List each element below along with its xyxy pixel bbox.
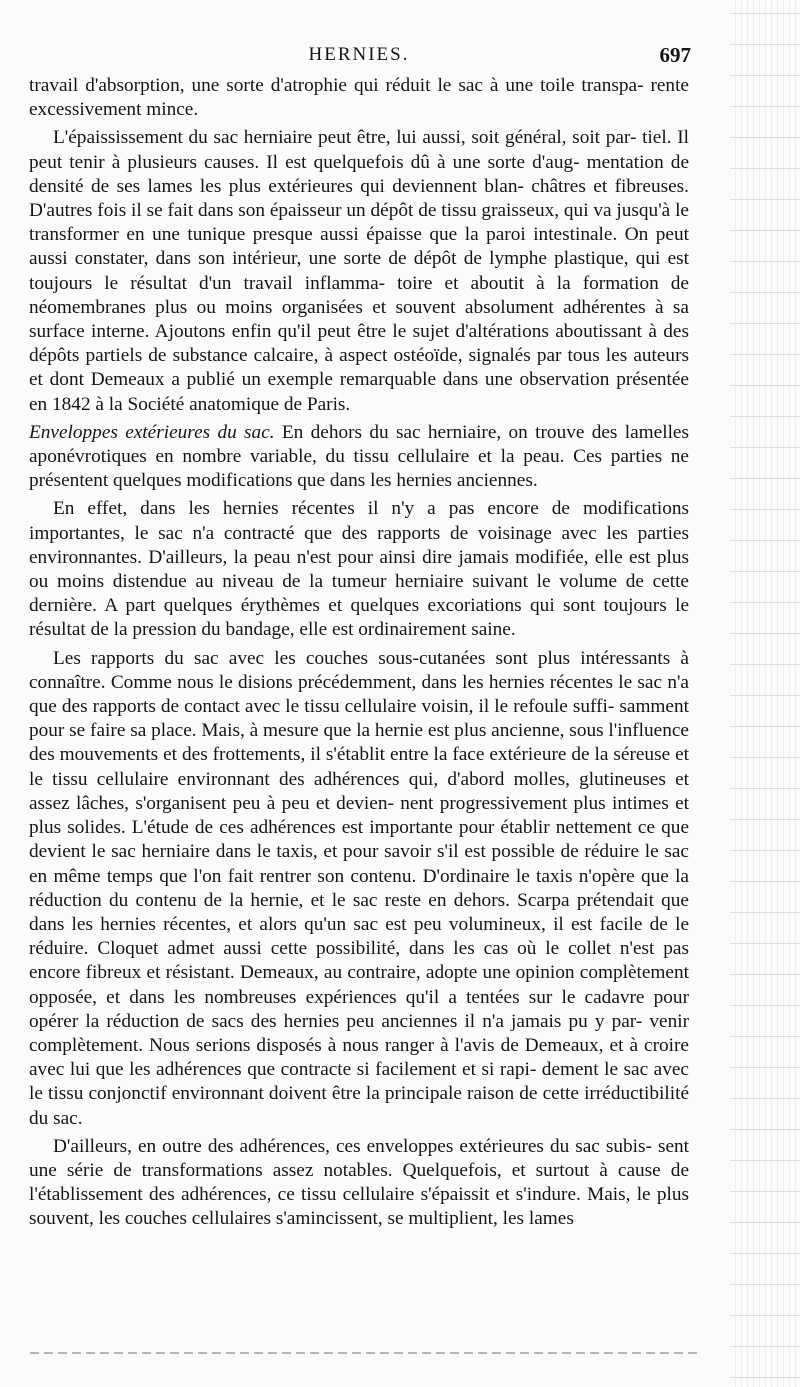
paragraph <box>29 497 689 642</box>
paragraph-text: En effet, dans les hernies récentes il n'y a pas encore de modifications importantes, le sac n'a contracté que des rapports de voisinage avec les parties environnantes. D'ailleurs, la peau n'est pour ainsi dire jamais modifiée, elle est plus ou moins distendue au niveau de la tumeur herniaire suivant le volume de cette dernière. A part quelques érythèmes et quelques excoriations qui sont toujours le résultat de la pression du bandage, elle est ordinairement saine. <box>29 498 689 641</box>
paragraph <box>29 647 689 1131</box>
scan-bottom-noise <box>30 1352 700 1354</box>
paragraph-text: travail d'absorption, une sorte d'atrophie qui réduit le sac à une toile transpa- rente excessivement mince. <box>29 75 689 121</box>
running-header <box>29 44 689 74</box>
page-number: 697 <box>659 43 691 67</box>
paragraph <box>29 126 689 416</box>
paragraph <box>29 421 689 494</box>
paragraph-text: Les rapports du sac avec les couches sous-cutanées sont plus intéressants à connaître. Comme nous le disions précédemment, dans les hernies récentes le sac n'a que des rapports de contact avec le tissu cellulaire voisin, il le refoule suffi- samment pour se faire sa place. Mais, à mesure que la hernie est plus ancienne, sous l'influence des mouvements et des frottements, il s'établit entre la face extérieure de la séreuse et le tissu cellulaire environnant des adhérences qui, d'abord molles, glutineuses et assez lâches, s'organisent peu à peu et devien- nent progressivement plus intimes et plus solides. L'étude de ces adhérences est importante pour établir nettement ce que devient le sac herniaire dans le taxis, et pour savoir s'il est possible de réduire le sac en même temps que l'on fait rentrer son contenu. D'ordinaire le taxis n'opère que la réduction du contenu de la hernie, et le sac reste en dehors. Scarpa prétendait que dans les hernies récentes, et alors qu'un sac est peu volumineux, il est facile de le réduire. Cloquet admet aussi cette possibilité, dans les cas où le collet n'est pas encore fibreux et résistant. Demeaux, au contraire, adopte une opinion complètement opposée, et dans les nombreuses expériences qu'il a tentées sur le cadavre pour opérer la réduction de sacs des hernies peu anciennes il n'a jamais pu y par- venir complètement. Nous serions disposés à nous ranger à l'avis de Demeaux, et à croire avec lui que les adhérences que contracte si facilement et si rapi- dement le sac avec le tissu conjonctif environnant doivent être la principale raison de cette irréductibilité du sac. <box>29 647 689 1129</box>
paragraph-text: L'épaississement du sac herniaire peut être, lui aussi, soit général, soit par- tiel. Il peut tenir à plusieurs causes. Il est quelquefois dû à une sorte d'aug- mentation de densité de ses lames les plus extérieures qui deviennent blan- châtres et fibreuses. D'autres fois il se fait dans son épaisseur un dépôt de tissu graisseux, qui va jusqu'à le transformer en une tunique presque aussi épaisse que la paroi intestinale. On peut aussi constater, dans son intérieur, une sorte de dépôt de lymphe plastique, qui est toujours le résultat d'un travail inflamma- toire et aboutit à la formation de néomembranes plus ou moins organisées et souvent absolument adhérentes à sa surface interne. Ajoutons enfin qu'il peut être le sujet d'altérations aboutissant à des dépôts partiels de substance calcaire, à aspect ostéoïde, signalés par tous les auteurs et dont Demeaux a publié un exemple remarquable dans une observation présentée en 1842 à la Société anatomique de Paris. <box>29 127 689 415</box>
paragraph-text: D'ailleurs, en outre des adhérences, ces enveloppes extérieures du sac subis- sent une série de transformations assez notables. Quelquefois, et surtout à cause de l'établissement des adhérences, ce tissu cellulaire s'épaissit et s'indure. Mais, le plus souvent, les couches cellulaires s'amincissent, se multiplient, les lames <box>29 1135 689 1230</box>
paragraph-text: En dehors du sac herniaire, on trouve des lamelles aponévrotiques en nombre variable, du tissu cellulaire et la peau. Ces parties ne présentent quelques modifications que dans les hernies anciennes. <box>29 421 689 492</box>
running-title: HERNIES. <box>308 44 410 65</box>
paragraph <box>29 74 689 122</box>
scan-margin-noise <box>730 0 800 1387</box>
document-page <box>29 44 689 1232</box>
section-heading: Enveloppes extérieures du sac. <box>29 421 275 443</box>
body-text <box>29 74 689 1232</box>
paragraph <box>29 1135 689 1232</box>
